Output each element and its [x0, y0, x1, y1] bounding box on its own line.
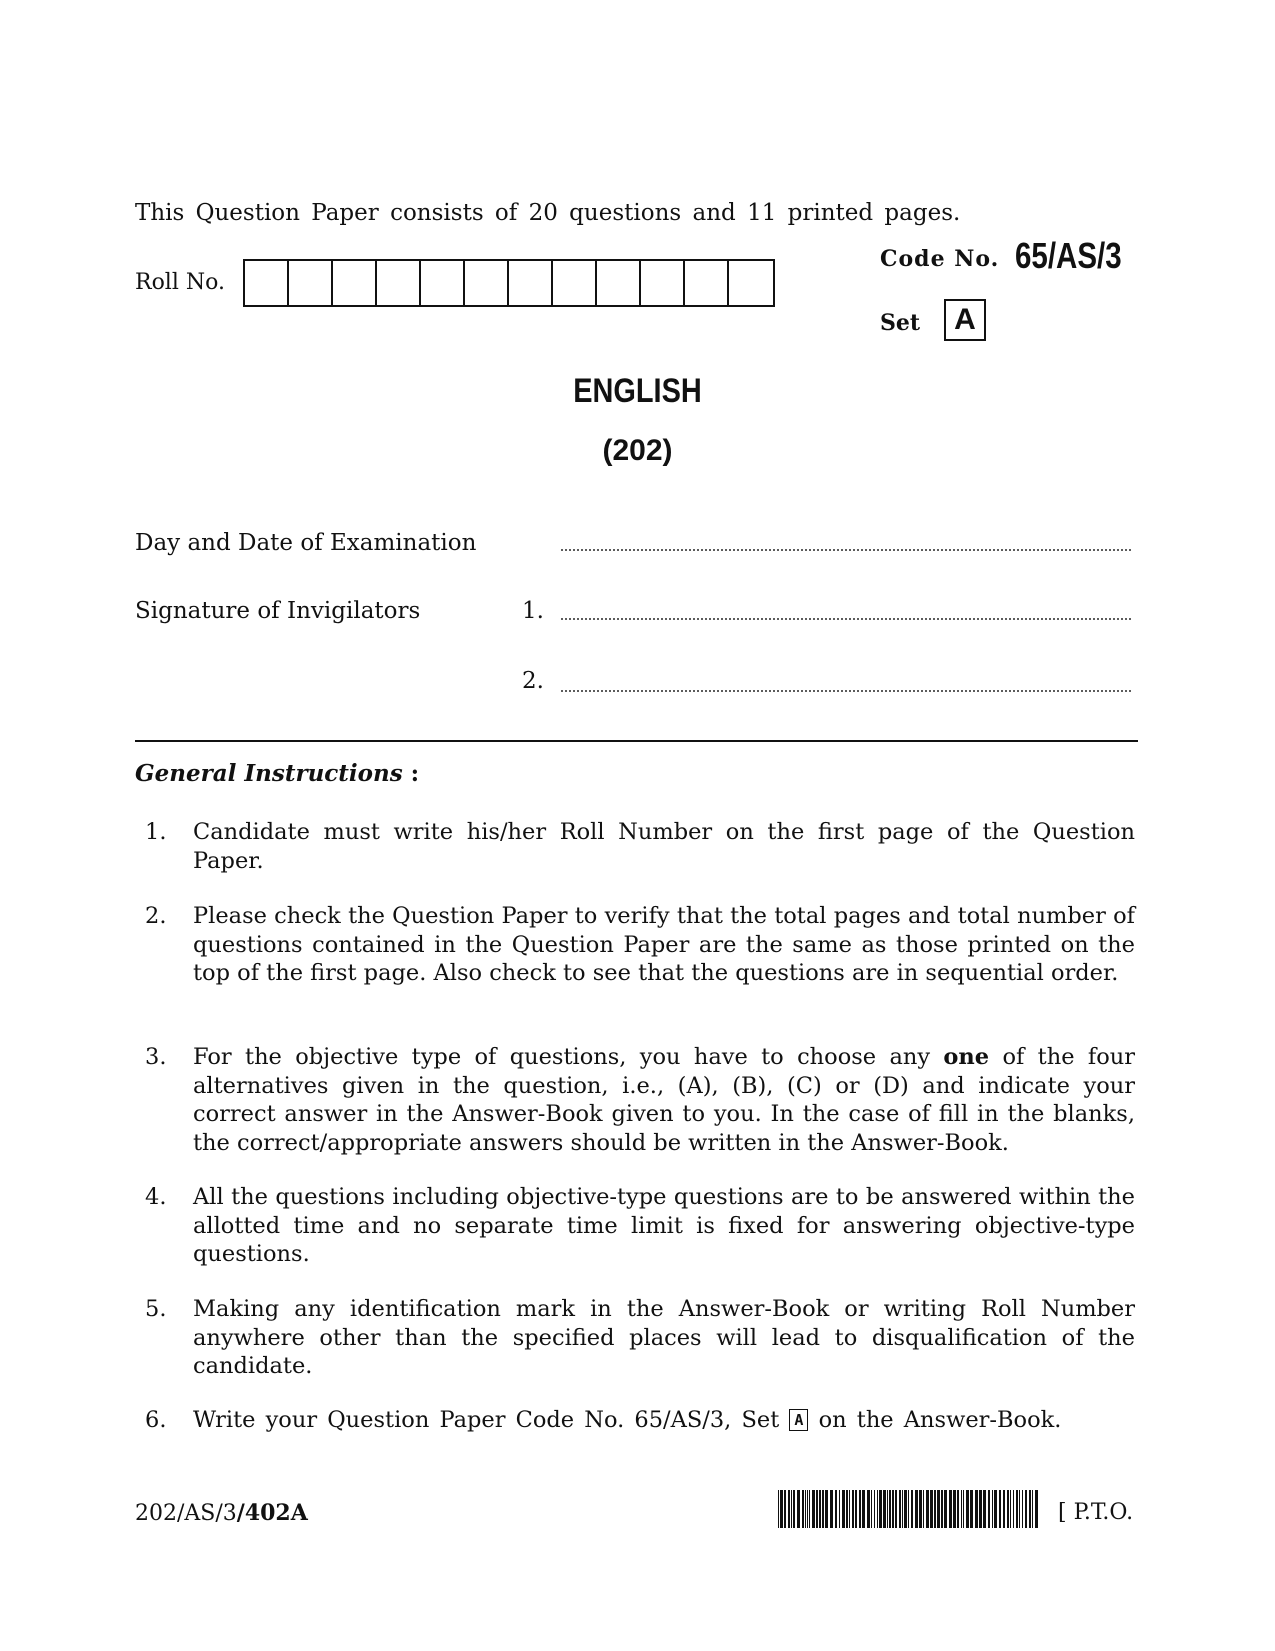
barcode-image	[778, 1490, 1040, 1528]
instruction-text-part: on the Answer-Book.	[808, 1407, 1062, 1433]
barcode-bar	[908, 1490, 909, 1528]
barcode-bar	[879, 1490, 882, 1528]
footer-code-bold: /402A	[236, 1500, 308, 1526]
instruction-number: 3.	[145, 1044, 167, 1070]
footer-code-prefix: 202/AS/3	[135, 1501, 237, 1526]
barcode-bar	[849, 1490, 850, 1528]
barcode-bar	[874, 1490, 875, 1528]
instruction-item-6	[145, 1406, 1135, 1435]
barcode-bar	[819, 1490, 821, 1528]
barcode-bar	[788, 1490, 790, 1528]
code-number-value: 65/AS/3	[1015, 235, 1122, 276]
instruction-text-part: For the objective type of questions, you have to choose any	[193, 1044, 944, 1070]
barcode-bar	[1016, 1490, 1018, 1528]
barcode-bar	[926, 1490, 929, 1528]
barcode-bar	[867, 1490, 870, 1528]
barcode-bar	[822, 1490, 824, 1528]
barcode-bar	[934, 1490, 936, 1528]
instruction-item-5	[145, 1295, 1135, 1381]
barcode-bar	[1013, 1490, 1014, 1528]
barcode-bar	[859, 1490, 861, 1528]
barcode-bar	[839, 1490, 840, 1528]
roll-number-cell[interactable]	[641, 261, 685, 305]
barcode-bar	[966, 1490, 969, 1528]
instruction-text: Please check the Question Paper to verify that the total pages and total number of questions contained in the Question Paper are the same as those printed on the top of the first page. Also check to see that the questions are in sequential order.	[193, 903, 1135, 986]
general-instructions-title	[135, 760, 419, 787]
signature-2-line[interactable]	[560, 689, 1133, 693]
instruction-item-4	[145, 1183, 1135, 1269]
barcode-bar	[780, 1490, 783, 1528]
exam-date-line[interactable]	[560, 548, 1133, 552]
barcode-bar	[812, 1490, 815, 1528]
barcode-bar	[809, 1490, 810, 1528]
barcode-bar	[953, 1490, 956, 1528]
roll-number-cell[interactable]	[685, 261, 729, 305]
barcode-bar	[852, 1490, 854, 1528]
instruction-number: 2.	[145, 903, 167, 929]
roll-number-cell[interactable]	[597, 261, 641, 305]
subject-code: (202)	[602, 434, 673, 467]
roll-number-cell[interactable]	[289, 261, 333, 305]
instruction-number: 5.	[145, 1296, 167, 1322]
barcode-bar	[835, 1490, 837, 1528]
barcode-bar	[805, 1490, 806, 1528]
barcode-bar	[895, 1490, 897, 1528]
barcode-bar	[899, 1490, 901, 1528]
instruction-text: Making any identification mark in the Answer-Book or writing Roll Number anywhere other than the specified places will lead to disqualification of the candidate.	[193, 1296, 1135, 1379]
barcode-bar	[807, 1490, 808, 1528]
barcode-bar	[975, 1490, 978, 1528]
barcode-bar	[957, 1490, 959, 1528]
barcode-bar	[889, 1490, 891, 1528]
barcode-bar	[862, 1490, 865, 1528]
roll-number-cell[interactable]	[553, 261, 597, 305]
instruction-text-part: of the four alternatives given in the question, i.e., (A), (B), (C) or (D) and indicate your correct answer in the Answer-Book given to you. In the case of fill in the blanks, the correct/appropriate answers should be written in the Answer-Book.	[193, 1044, 1135, 1156]
barcode-bar	[883, 1490, 886, 1528]
barcode-bar	[855, 1490, 857, 1528]
barcode-bar	[1035, 1490, 1038, 1528]
barcode-bar	[816, 1490, 818, 1528]
instruction-number: 1.	[145, 819, 167, 845]
barcode-bar	[970, 1490, 973, 1528]
barcode-bar	[1032, 1490, 1033, 1528]
barcode-bar	[1010, 1490, 1011, 1528]
instruction-item-3	[145, 1043, 1135, 1157]
set-value-box: A	[944, 299, 986, 341]
instruction-text-part: Write your Question Paper Code No. 65/AS/3, Set	[193, 1407, 790, 1433]
section-divider	[135, 740, 1138, 742]
barcode-bar	[887, 1490, 888, 1528]
barcode-bar	[963, 1490, 964, 1528]
roll-number-cell[interactable]	[333, 261, 377, 305]
signature-2-number: 2.	[522, 668, 544, 694]
barcode-bar	[988, 1490, 990, 1528]
roll-number-cell[interactable]	[509, 261, 553, 305]
barcode-bar	[1007, 1490, 1009, 1528]
barcode-bar	[791, 1490, 792, 1528]
roll-number-label: Roll No.	[135, 270, 225, 295]
barcode-bar	[1019, 1490, 1020, 1528]
barcode-bar	[979, 1490, 982, 1528]
instruction-text	[193, 1406, 1135, 1435]
barcode-bar	[778, 1490, 779, 1528]
signature-1-number: 1.	[522, 598, 544, 624]
emphasis-one: one	[943, 1044, 990, 1070]
barcode-bar	[994, 1490, 997, 1528]
set-label: Set	[880, 310, 921, 336]
barcode-bar	[877, 1490, 878, 1528]
heading-colon: :	[402, 760, 420, 787]
barcode-bar	[999, 1490, 1001, 1528]
barcode-bar	[871, 1490, 872, 1528]
barcode-bar	[1025, 1490, 1027, 1528]
barcode-bar	[930, 1490, 933, 1528]
instruction-text: All the questions including objective-type questions are to be answered within the allotted time and no separate time limit is fixed for answering objective-type questions.	[193, 1184, 1135, 1267]
inline-set-box: A	[789, 1409, 808, 1431]
roll-number-boxes[interactable]	[243, 259, 775, 307]
barcode-bar	[793, 1490, 795, 1528]
barcode-bar	[797, 1490, 800, 1528]
barcode-bar	[1029, 1490, 1031, 1528]
instruction-number: 4.	[145, 1184, 167, 1210]
barcode-bar	[944, 1490, 947, 1528]
roll-number-cell[interactable]	[465, 261, 509, 305]
barcode-bar	[802, 1490, 804, 1528]
instruction-item-2	[145, 902, 1135, 988]
barcode-bar	[992, 1490, 993, 1528]
instruction-text: Candidate must write his/her Roll Number on the first page of the Question Paper.	[193, 819, 1135, 874]
code-number-label: Code No.	[880, 246, 1000, 272]
barcode-bar	[1003, 1490, 1005, 1528]
barcode-bar	[842, 1490, 845, 1528]
roll-number-cell[interactable]	[245, 261, 289, 305]
barcode-bar	[941, 1490, 943, 1528]
general-instructions-heading: General Instructions	[135, 760, 403, 787]
barcode-bar	[846, 1490, 848, 1528]
barcode-bar	[961, 1490, 962, 1528]
barcode-bar	[904, 1490, 907, 1528]
roll-number-cell[interactable]	[421, 261, 465, 305]
barcode-bar	[911, 1490, 913, 1528]
barcode-bar	[949, 1490, 952, 1528]
barcode-bar	[923, 1490, 924, 1528]
barcode-bar	[892, 1490, 894, 1528]
roll-number-cell[interactable]	[377, 261, 421, 305]
barcode-bar	[915, 1490, 918, 1528]
subject-title: ENGLISH	[573, 372, 702, 410]
exam-date-label: Day and Date of Examination	[135, 530, 477, 556]
instruction-item-1	[145, 818, 1135, 875]
barcode-bar	[784, 1490, 786, 1528]
signature-1-line[interactable]	[560, 617, 1133, 621]
question-paper-summary: This Question Paper consists of 20 questions and 11 printed pages.	[135, 200, 961, 226]
footer-paper-code	[135, 1500, 308, 1526]
please-turn-over: [ P.T.O.	[1058, 1500, 1134, 1525]
instruction-text	[193, 1043, 1135, 1157]
barcode-bar	[902, 1490, 903, 1528]
barcode-bar	[937, 1490, 940, 1528]
barcode-bar	[1022, 1490, 1023, 1528]
invigilator-signature-label: Signature of Invigilators	[135, 598, 421, 624]
barcode-bar	[983, 1490, 986, 1528]
barcode-bar	[919, 1490, 922, 1528]
barcode-bar	[825, 1490, 828, 1528]
instruction-number: 6.	[145, 1407, 167, 1433]
roll-number-cell[interactable]	[729, 261, 773, 305]
barcode-bar	[830, 1490, 833, 1528]
